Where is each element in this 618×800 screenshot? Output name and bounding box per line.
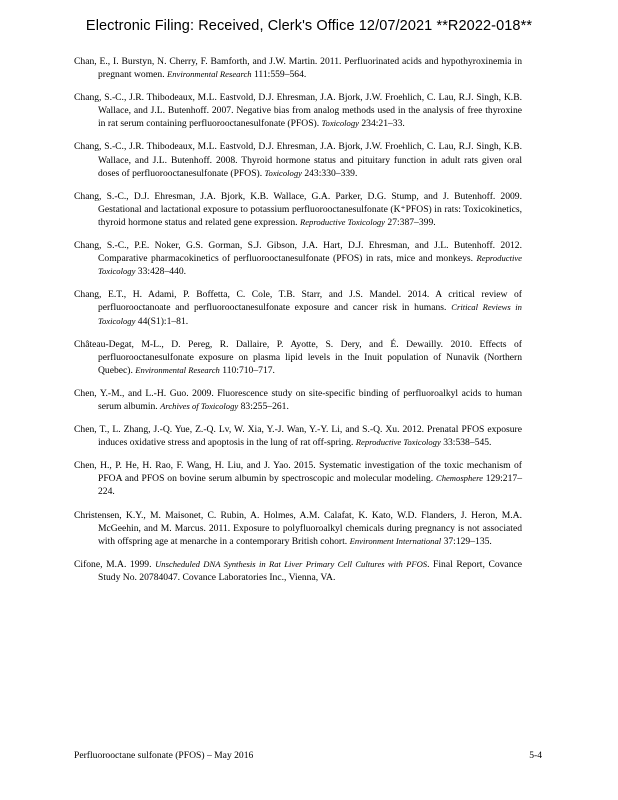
reference-journal: Chemosphere bbox=[435, 473, 483, 484]
reference-citation: 243:330–339. bbox=[301, 167, 358, 179]
reference-citation: 37:129–135. bbox=[441, 535, 492, 547]
reference-entry bbox=[74, 91, 522, 130]
reference-entry bbox=[74, 558, 522, 584]
reference-list bbox=[74, 55, 522, 594]
reference-text: Chen, Y.-M., and L.-H. Guo. 2009. Fluorescence study on site-specific binding of perfluoroalkyl acids to human serum albumin. bbox=[74, 387, 522, 412]
reference-entry bbox=[74, 509, 522, 548]
reference-journal: Toxicology bbox=[264, 167, 302, 178]
reference-text: Chen, T., L. Zhang, J.-Q. Yue, Z.-Q. Lv, W. Xia, Y.-J. Wan, Y.-Y. Li, and S.-Q. Xu. 2012. Prenatal PFOS exposure induces oxidative stress and apoptosis in the lung of rat off-spring. bbox=[74, 424, 522, 449]
reference-citation: 234:21–33. bbox=[358, 118, 405, 130]
reference-entry bbox=[74, 459, 522, 498]
reference-citation: 33:538–545. bbox=[440, 437, 492, 449]
reference-text: Chen, H., P. He, H. Rao, F. Wang, H. Liu, and J. Yao. 2015. Systematic investigation of the toxic mechanism of PFOA and PFOS on bovine serum albumin by spectroscopic and molecular modeling. bbox=[74, 460, 522, 485]
reference-text: Château-Degat, M-L., D. Pereg, R. Dallaire, P. Ayotte, S. Dery, and É. Dewailly. 2010. Effects of perfluorooctanesulfonate exposure on plasma lipid levels in the Inuit population of Nunavik (Northern Quebec). bbox=[74, 338, 522, 376]
reference-journal: Reproductive Toxicology bbox=[355, 437, 441, 448]
reference-journal: Environment International bbox=[349, 535, 442, 546]
reference-citation: 110:710–717. bbox=[219, 364, 275, 376]
reference-text: Chang, S.-C., P.E. Noker, G.S. Gorman, S.J. Gibson, J.A. Hart, D.J. Ehresman, and J.L. Butenhoff. 2012. Comparative pharmacokinetics of perfluorooctanesulfonate (PFOS) in rats, mice and monkeys. bbox=[74, 240, 522, 265]
reference-text: Cifone, M.A. 1999. bbox=[74, 558, 156, 570]
filing-header: Electronic Filing: Received, Clerk's Office 12/07/2021 **R2022-018** bbox=[85, 18, 533, 34]
reference-entry bbox=[74, 55, 522, 81]
reference-journal: Critical Reviews in Toxicology bbox=[98, 302, 522, 326]
reference-journal: Environmental Research bbox=[167, 69, 252, 80]
reference-citation: 83:255–261. bbox=[238, 400, 289, 412]
reference-citation: . Final Report, Covance Study No. 20784047. Covance Laboratories Inc., Vienna, VA. bbox=[98, 558, 523, 583]
reference-citation: 129:217–224. bbox=[98, 473, 522, 498]
reference-entry bbox=[74, 288, 522, 327]
reference-entry bbox=[74, 423, 522, 449]
reference-text: Chang, S.-C., J.R. Thibodeaux, M.L. Eastvold, D.J. Ehresman, J.A. Bjork, J.W. Froehlich, C. Lau, R.J. Singh, K.B. Wallace, and J.L. Butenhoff. 2007. Negative bias from analog methods used in the analysis of free thyroxine in rat serum containing perfluorooctanesulfonate (PFOS). bbox=[74, 92, 522, 130]
reference-journal: Unscheduled DNA Synthesis in Rat Liver Primary Cell Cultures with PFOS bbox=[155, 558, 428, 569]
reference-journal: Reproductive Toxicology bbox=[98, 253, 522, 277]
reference-text: Chang, E.T., H. Adami, P. Boffetta, C. Cole, T.B. Starr, and J.S. Mandel. 2014. A critical review of perfluorooctanoate and perfluorooctanesulfonate exposure and cancer risk in humans. bbox=[74, 289, 522, 314]
reference-journal: Reproductive Toxicology bbox=[299, 216, 385, 227]
footer-page-number: 5-4 bbox=[529, 750, 542, 761]
reference-citation: 33:428–440. bbox=[135, 266, 187, 278]
reference-journal: Toxicology bbox=[321, 118, 359, 129]
reference-entry bbox=[74, 140, 522, 179]
reference-citation: 27:387–399. bbox=[385, 216, 436, 228]
reference-text: Chang, S.-C., D.J. Ehresman, J.A. Bjork, K.B. Wallace, G.A. Parker, D.G. Stump, and J. Butenhoff. 2009. Gestational and lactational exposure to potassium perfluorooctanesulfonate (K⁺PFOS) in rats: Toxicokinetics, thyroid hormone status and related gene expression. bbox=[74, 190, 522, 228]
footer-document-title: Perfluorooctane sulfonate (PFOS) – May 2016 bbox=[74, 750, 254, 761]
reference-entry bbox=[74, 190, 522, 229]
reference-text: Christensen, K.Y., M. Maisonet, C. Rubin, A. Holmes, A.M. Calafat, K. Kato, W.D. Flanders, J. Heron, M.A. McGeehin, and M. Marcus. 2011. Exposure to polyfluoroalkyl chemicals during pregnancy is not associated with offspring age at menarche in a contemporary British cohort. bbox=[74, 509, 522, 547]
reference-journal: Archives of Toxicology bbox=[160, 400, 239, 411]
reference-entry bbox=[74, 387, 522, 413]
reference-citation: 44(S1):1–81. bbox=[135, 315, 189, 327]
reference-text: Chang, S.-C., J.R. Thibodeaux, M.L. Eastvold, D.J. Ehresman, J.A. Bjork, J.W. Froehlich, C. Lau, R.J. Singh, K.B. Wallace, and J.L. Butenhoff. 2008. Thyroid hormone status and pituitary function in adult rats given oral doses of perfluorooctanesulfonate (PFOS). bbox=[74, 141, 522, 179]
reference-text: Chan, E., I. Burstyn, N. Cherry, F. Bamforth, and J.W. Martin. 2011. Perfluorinated acids and hypothyroxinemia in pregnant women. bbox=[74, 56, 522, 81]
reference-journal: Environmental Research bbox=[135, 364, 220, 375]
reference-citation: 111:559–564. bbox=[251, 69, 307, 81]
reference-entry bbox=[74, 338, 522, 377]
reference-entry bbox=[74, 239, 522, 278]
